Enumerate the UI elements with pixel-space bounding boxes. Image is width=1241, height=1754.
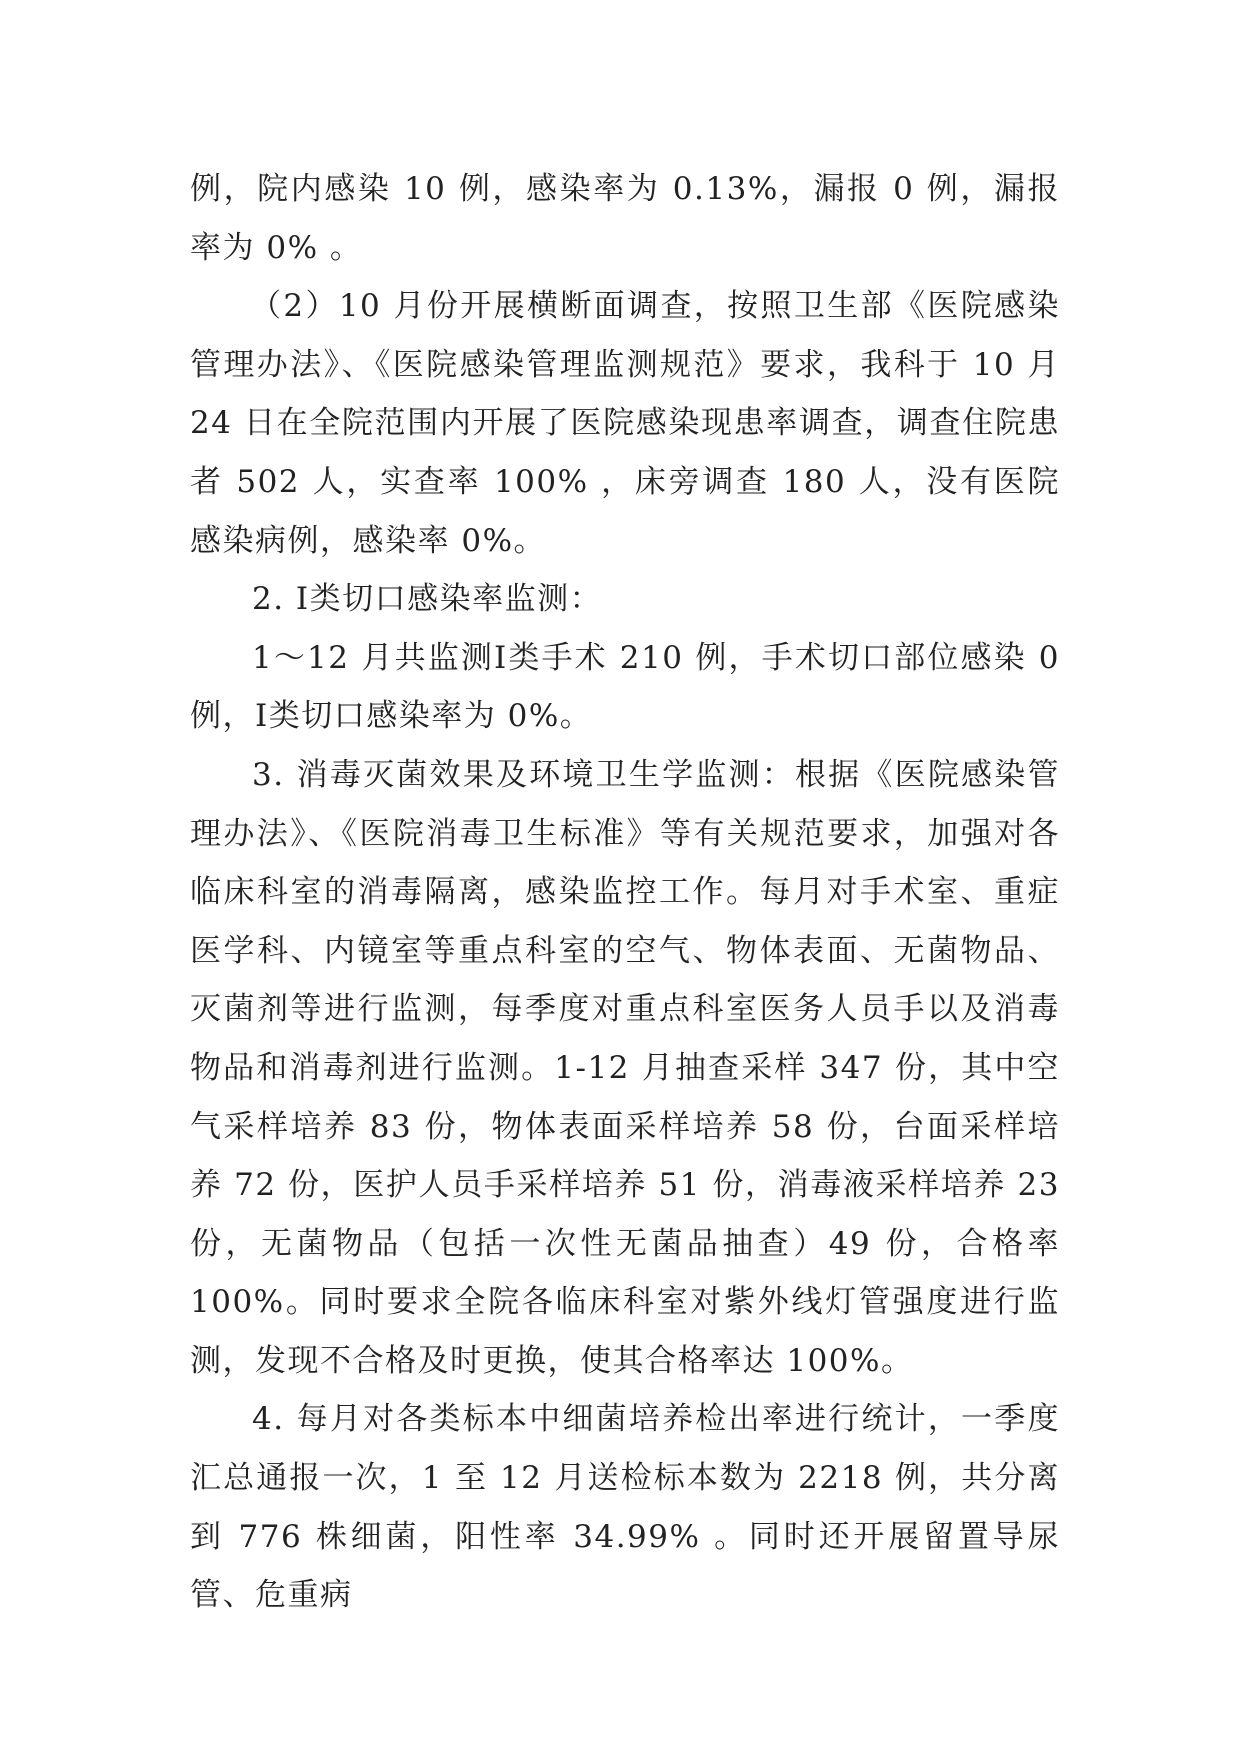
paragraph-continuation: 例，院内感染 10 例，感染率为 0.13%，漏报 0 例，漏报率为 0% 。 [190,171,1060,266]
document-body [190,160,1060,1625]
paragraph-incision-infection: 1～12 月共监测Ⅰ类手术 210 例，手术切口部位感染 0 例，Ⅰ类切口感染率为 0%。 [190,639,1060,735]
paragraph-cross-section-survey: （2）10 月份开展横断面调查，按照卫生部《医院感染管理办法》、《医院感染管理监测规范》要求，我科于 10 月 24 日在全院范围内开展了医院感染现患率调查，调查住院患者 502 人，实查率 100% ，床旁调查 180 人，没有医院感染病例，感染率 0%。 [190,288,1060,559]
paragraph-bacterial-culture: 4. 每月对各类标本中细菌培养检出率进行统计，一季度汇总通报一次，1 至 12 月送检标本数为 2218 例，共分离到 776 株细菌，阳性率 34.99% 。同时还开展留置导尿管、危重病 [190,1401,1060,1614]
paragraph-disinfection-monitoring: 3. 消毒灭菌效果及环境卫生学监测：根据《医院感染管理办法》、《医院消毒卫生标准》等有关规范要求，加强对各临床科室的消毒隔离，感染监控工作。每月对手术室、重症医学科、内镜室等重点科室的空气、物体表面、无菌物品、灭菌剂等进行监测，每季度对重点科室医务人员手以及消毒物品和消毒剂进行监测。1-12 月抽查采样 347 份，其中空气采样培养 83 份，物体表面采样培养 58 份，台面采样培养 72 份，医护人员手采样培养 51 份，消毒液采样培养 23 份，无菌物品（包括一次性无菌品抽查）49 份，合格率 100%。同时要求全院各临床科室对紫外线灯管强度进行监测，发现不合格及时更换，使其合格率达 100%。 [190,756,1060,1379]
heading-incision-infection: 2. Ⅰ类切口感染率监测： [252,581,603,618]
